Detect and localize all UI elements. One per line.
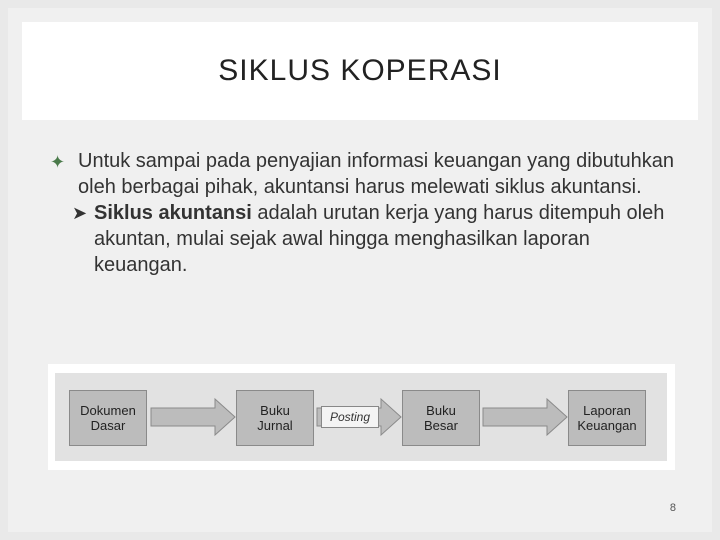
arrow-bullet-icon: ➤ [72, 203, 88, 223]
step-dokumen-dasar: Dokumen Dasar [69, 390, 147, 446]
page-number: 8 [669, 502, 676, 514]
bullet-level-1 [50, 148, 686, 200]
posting-label: Posting [321, 406, 379, 428]
bullet-level-2 [72, 200, 686, 278]
title-box [22, 22, 698, 120]
bullet-2-term: Siklus akuntansi [94, 202, 252, 224]
slide-title: SIKLUS KOPERASI [218, 54, 502, 87]
diagram-background [55, 373, 667, 461]
step-laporan-keuangan: Laporan Keuangan [568, 390, 646, 446]
bullet-1-text: Untuk sampai pada penyajian informasi keuangan yang dibutuhkan oleh berbagai pihak, akuntansi harus melewati siklus akuntansi. [78, 150, 674, 198]
leaf-bullet-icon: ✦ [50, 152, 66, 172]
arrow-1 [151, 399, 235, 435]
arrow-3 [483, 399, 567, 435]
accounting-cycle-diagram [48, 364, 675, 470]
step-buku-jurnal: Buku Jurnal [236, 390, 314, 446]
step-buku-besar: Buku Besar [402, 390, 480, 446]
slide-body [50, 148, 686, 278]
bullet-2-text: adalah urutan kerja yang harus ditempuh oleh akuntan, mulai sejak awal hingga menghasilkan laporan keuangan. [94, 202, 665, 276]
slide [8, 8, 712, 532]
